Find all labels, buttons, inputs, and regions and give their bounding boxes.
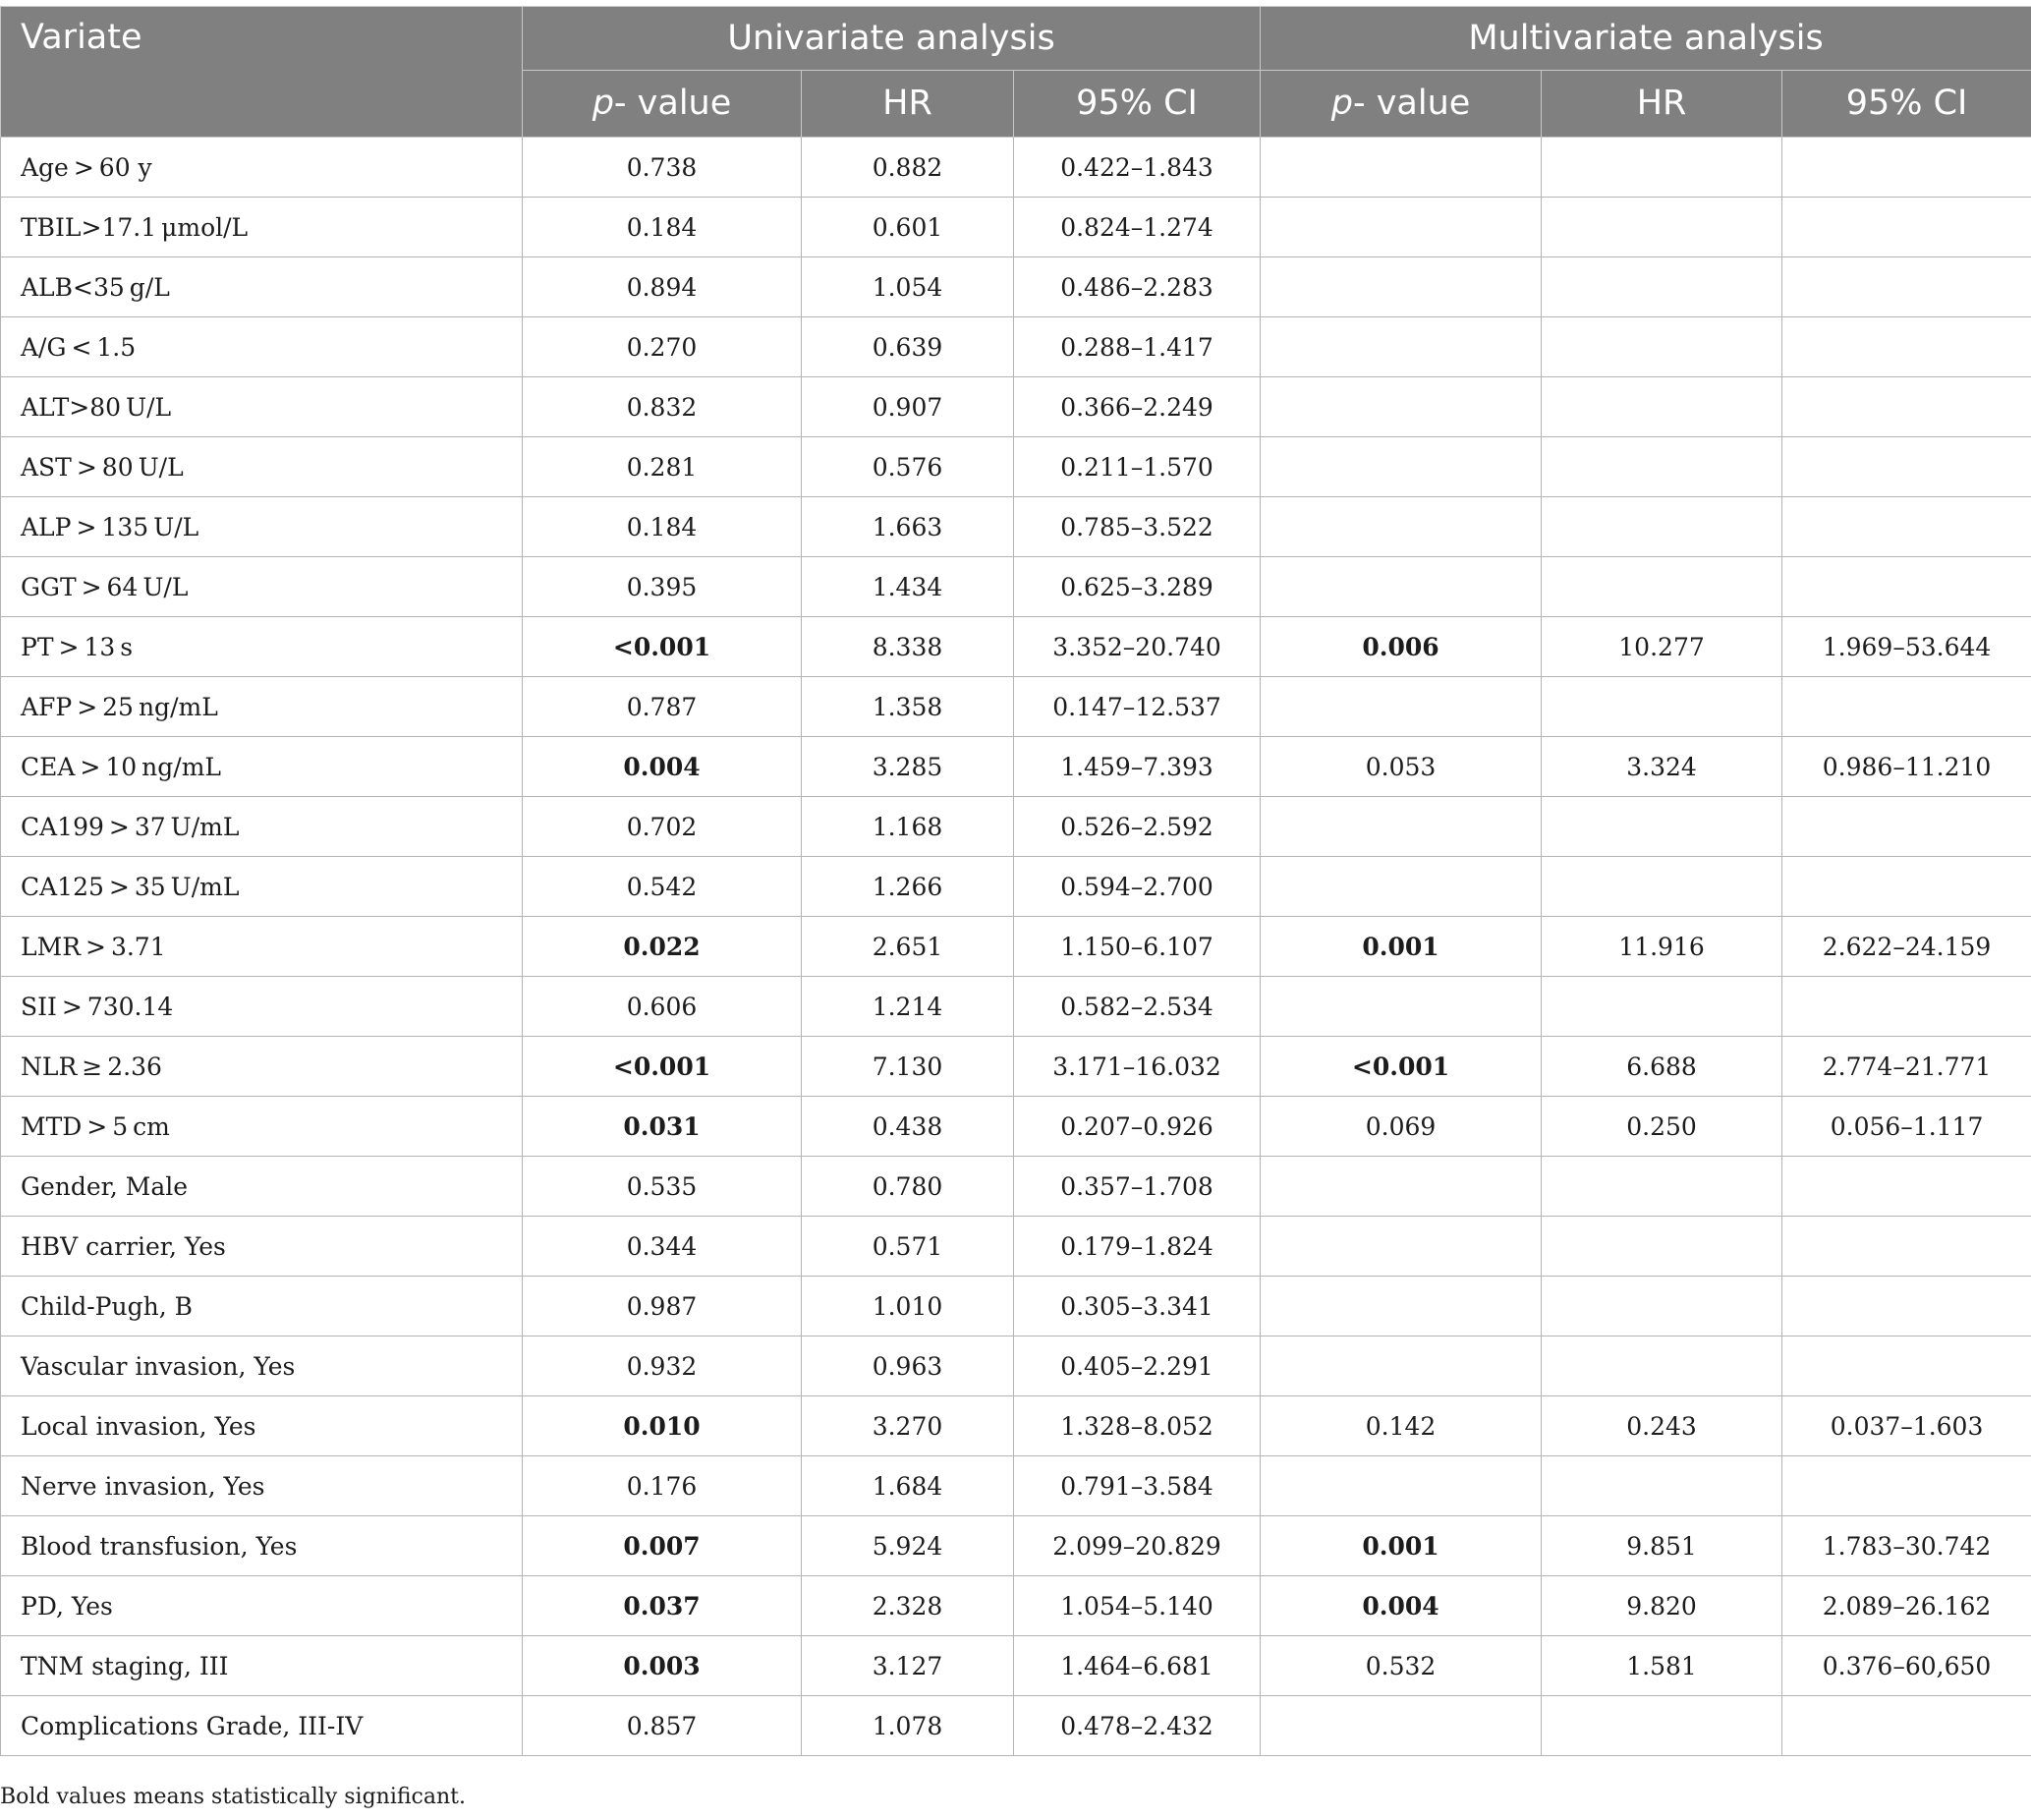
univariate-hr-cell: 1.434 bbox=[802, 557, 1014, 617]
multivariate-hr-cell bbox=[1542, 1337, 1782, 1396]
multivariate-ci-cell bbox=[1782, 138, 2031, 198]
univariate-hr-cell: 5.924 bbox=[802, 1516, 1014, 1576]
univariate-hr-cell: 0.571 bbox=[802, 1217, 1014, 1277]
univariate-p-value-cell: 0.832 bbox=[523, 377, 802, 437]
variate-cell: ALT>80 U/L bbox=[1, 377, 523, 437]
univariate-ci-cell: 0.625–3.289 bbox=[1014, 557, 1261, 617]
multivariate-p-value-cell bbox=[1261, 1277, 1542, 1337]
univariate-hr-cell: 0.907 bbox=[802, 377, 1014, 437]
univariate-ci-cell: 0.405–2.291 bbox=[1014, 1337, 1261, 1396]
multivariate-hr-cell: 0.243 bbox=[1542, 1396, 1782, 1456]
table-body bbox=[1, 138, 2031, 1756]
header-multivariate-hr: HR bbox=[1542, 71, 1782, 138]
multivariate-hr-cell: 6.688 bbox=[1542, 1037, 1782, 1097]
variate-cell: AST > 80 U/L bbox=[1, 437, 523, 497]
univariate-p-value-cell: 0.987 bbox=[523, 1277, 802, 1337]
multivariate-hr-cell: 3.324 bbox=[1542, 737, 1782, 797]
univariate-ci-cell: 0.211–1.570 bbox=[1014, 437, 1261, 497]
multivariate-p-value-cell: 0.004 bbox=[1261, 1576, 1542, 1636]
table-row bbox=[1, 1337, 2031, 1396]
multivariate-hr-cell: 9.820 bbox=[1542, 1576, 1782, 1636]
multivariate-ci-cell: 0.986–11.210 bbox=[1782, 737, 2031, 797]
variate-cell: CEA > 10 ng/mL bbox=[1, 737, 523, 797]
table-row bbox=[1, 1696, 2031, 1756]
univariate-hr-cell: 0.780 bbox=[802, 1157, 1014, 1217]
univariate-ci-cell: 1.054–5.140 bbox=[1014, 1576, 1261, 1636]
multivariate-p-value-cell bbox=[1261, 1217, 1542, 1277]
univariate-ci-cell: 0.582–2.534 bbox=[1014, 977, 1261, 1037]
variate-cell: NLR ≥ 2.36 bbox=[1, 1037, 523, 1097]
table-row bbox=[1, 1456, 2031, 1516]
multivariate-ci-cell bbox=[1782, 977, 2031, 1037]
variate-cell: AFP > 25 ng/mL bbox=[1, 677, 523, 737]
variate-cell: TNM staging, III bbox=[1, 1636, 523, 1696]
multivariate-p-value-cell bbox=[1261, 198, 1542, 257]
multivariate-ci-cell: 2.089–26.162 bbox=[1782, 1576, 2031, 1636]
table-row bbox=[1, 617, 2031, 677]
multivariate-p-value-cell: 0.001 bbox=[1261, 1516, 1542, 1576]
table-row bbox=[1, 1037, 2031, 1097]
multivariate-p-value-cell bbox=[1261, 1696, 1542, 1756]
multivariate-ci-cell bbox=[1782, 1337, 2031, 1396]
table-row bbox=[1, 1157, 2031, 1217]
univariate-hr-cell: 1.078 bbox=[802, 1696, 1014, 1756]
table-row bbox=[1, 917, 2031, 977]
univariate-ci-cell: 1.150–6.107 bbox=[1014, 917, 1261, 977]
analysis-table bbox=[0, 6, 2031, 1756]
table-row bbox=[1, 257, 2031, 317]
univariate-p-value-cell: 0.003 bbox=[523, 1636, 802, 1696]
multivariate-hr-cell: 9.851 bbox=[1542, 1516, 1782, 1576]
table-row bbox=[1, 857, 2031, 917]
table-row bbox=[1, 1277, 2031, 1337]
multivariate-hr-cell bbox=[1542, 437, 1782, 497]
multivariate-hr-cell bbox=[1542, 797, 1782, 857]
univariate-p-value-cell: 0.031 bbox=[523, 1097, 802, 1157]
multivariate-p-value-cell: <0.001 bbox=[1261, 1037, 1542, 1097]
variate-cell: Age > 60 y bbox=[1, 138, 523, 198]
variate-cell: LMR > 3.71 bbox=[1, 917, 523, 977]
variate-cell: HBV carrier, Yes bbox=[1, 1217, 523, 1277]
header-univariate-hr: HR bbox=[802, 71, 1014, 138]
multivariate-p-value-cell bbox=[1261, 317, 1542, 377]
variate-cell: PD, Yes bbox=[1, 1576, 523, 1636]
multivariate-p-value-cell bbox=[1261, 377, 1542, 437]
univariate-ci-cell: 0.179–1.824 bbox=[1014, 1217, 1261, 1277]
table-row bbox=[1, 677, 2031, 737]
multivariate-ci-cell bbox=[1782, 497, 2031, 557]
multivariate-p-value-cell: 0.142 bbox=[1261, 1396, 1542, 1456]
multivariate-hr-cell: 1.581 bbox=[1542, 1636, 1782, 1696]
multivariate-hr-cell bbox=[1542, 1696, 1782, 1756]
multivariate-p-value-cell bbox=[1261, 1456, 1542, 1516]
univariate-p-value-cell: 0.932 bbox=[523, 1337, 802, 1396]
table-row bbox=[1, 198, 2031, 257]
multivariate-hr-cell: 10.277 bbox=[1542, 617, 1782, 677]
univariate-ci-cell: 0.288–1.417 bbox=[1014, 317, 1261, 377]
univariate-hr-cell: 0.601 bbox=[802, 198, 1014, 257]
p-suffix: - value bbox=[1352, 84, 1471, 123]
header-multivariate-ci: 95% CI bbox=[1782, 71, 2031, 138]
univariate-p-value-cell: 0.270 bbox=[523, 317, 802, 377]
table-row bbox=[1, 317, 2031, 377]
multivariate-p-value-cell bbox=[1261, 797, 1542, 857]
multivariate-hr-cell bbox=[1542, 857, 1782, 917]
multivariate-hr-cell bbox=[1542, 497, 1782, 557]
multivariate-ci-cell: 0.376–60,650 bbox=[1782, 1636, 2031, 1696]
multivariate-ci-cell bbox=[1782, 1217, 2031, 1277]
univariate-hr-cell: 0.963 bbox=[802, 1337, 1014, 1396]
univariate-ci-cell: 0.526–2.592 bbox=[1014, 797, 1261, 857]
univariate-p-value-cell: 0.535 bbox=[523, 1157, 802, 1217]
univariate-hr-cell: 1.266 bbox=[802, 857, 1014, 917]
univariate-ci-cell: 0.791–3.584 bbox=[1014, 1456, 1261, 1516]
variate-cell: ALB<35 g/L bbox=[1, 257, 523, 317]
variate-cell: CA125 > 35 U/mL bbox=[1, 857, 523, 917]
univariate-ci-cell: 0.422–1.843 bbox=[1014, 138, 1261, 198]
univariate-hr-cell: 1.663 bbox=[802, 497, 1014, 557]
univariate-ci-cell: 0.207–0.926 bbox=[1014, 1097, 1261, 1157]
table-row bbox=[1, 1636, 2031, 1696]
univariate-p-value-cell: 0.606 bbox=[523, 977, 802, 1037]
univariate-ci-cell: 1.328–8.052 bbox=[1014, 1396, 1261, 1456]
p-italic: p bbox=[1330, 84, 1353, 123]
univariate-p-value-cell: 0.004 bbox=[523, 737, 802, 797]
univariate-hr-cell: 7.130 bbox=[802, 1037, 1014, 1097]
table-row bbox=[1, 1576, 2031, 1636]
multivariate-p-value-cell bbox=[1261, 557, 1542, 617]
multivariate-ci-cell bbox=[1782, 797, 2031, 857]
multivariate-ci-cell bbox=[1782, 257, 2031, 317]
variate-cell: Child-Pugh, B bbox=[1, 1277, 523, 1337]
table-row bbox=[1, 737, 2031, 797]
multivariate-ci-cell: 2.622–24.159 bbox=[1782, 917, 2031, 977]
header-multivariate-p-value bbox=[1261, 71, 1542, 138]
multivariate-hr-cell bbox=[1542, 377, 1782, 437]
p-italic: p bbox=[592, 84, 614, 123]
univariate-hr-cell: 0.438 bbox=[802, 1097, 1014, 1157]
multivariate-p-value-cell: 0.069 bbox=[1261, 1097, 1542, 1157]
multivariate-ci-cell bbox=[1782, 1696, 2031, 1756]
variate-cell: Local invasion, Yes bbox=[1, 1396, 523, 1456]
univariate-ci-cell: 3.171–16.032 bbox=[1014, 1037, 1261, 1097]
multivariate-p-value-cell: 0.006 bbox=[1261, 617, 1542, 677]
multivariate-ci-cell: 1.969–53.644 bbox=[1782, 617, 2031, 677]
univariate-hr-cell: 2.651 bbox=[802, 917, 1014, 977]
multivariate-hr-cell bbox=[1542, 198, 1782, 257]
multivariate-hr-cell: 11.916 bbox=[1542, 917, 1782, 977]
table-row bbox=[1, 977, 2031, 1037]
table-row bbox=[1, 557, 2031, 617]
univariate-p-value-cell: 0.010 bbox=[523, 1396, 802, 1456]
header-univariate: Univariate analysis bbox=[523, 7, 1261, 71]
multivariate-p-value-cell bbox=[1261, 138, 1542, 198]
univariate-ci-cell: 0.594–2.700 bbox=[1014, 857, 1261, 917]
univariate-ci-cell: 1.459–7.393 bbox=[1014, 737, 1261, 797]
multivariate-p-value-cell bbox=[1261, 257, 1542, 317]
univariate-p-value-cell: 0.176 bbox=[523, 1456, 802, 1516]
univariate-hr-cell: 3.127 bbox=[802, 1636, 1014, 1696]
multivariate-ci-cell bbox=[1782, 557, 2031, 617]
univariate-hr-cell: 3.270 bbox=[802, 1396, 1014, 1456]
univariate-hr-cell: 1.684 bbox=[802, 1456, 1014, 1516]
header-univariate-p-value bbox=[523, 71, 802, 138]
variate-cell: Vascular invasion, Yes bbox=[1, 1337, 523, 1396]
univariate-ci-cell: 0.824–1.274 bbox=[1014, 198, 1261, 257]
multivariate-hr-cell bbox=[1542, 1277, 1782, 1337]
multivariate-ci-cell bbox=[1782, 377, 2031, 437]
multivariate-hr-cell bbox=[1542, 1456, 1782, 1516]
multivariate-p-value-cell: 0.001 bbox=[1261, 917, 1542, 977]
univariate-p-value-cell: 0.344 bbox=[523, 1217, 802, 1277]
p-suffix: - value bbox=[613, 84, 732, 123]
multivariate-ci-cell: 2.774–21.771 bbox=[1782, 1037, 2031, 1097]
univariate-p-value-cell: 0.395 bbox=[523, 557, 802, 617]
multivariate-hr-cell bbox=[1542, 557, 1782, 617]
variate-cell: GGT > 64 U/L bbox=[1, 557, 523, 617]
univariate-ci-cell: 0.785–3.522 bbox=[1014, 497, 1261, 557]
univariate-hr-cell: 3.285 bbox=[802, 737, 1014, 797]
multivariate-p-value-cell bbox=[1261, 677, 1542, 737]
table-row bbox=[1, 797, 2031, 857]
univariate-p-value-cell: <0.001 bbox=[523, 1037, 802, 1097]
univariate-hr-cell: 0.882 bbox=[802, 138, 1014, 198]
univariate-hr-cell: 1.054 bbox=[802, 257, 1014, 317]
variate-cell: A/G < 1.5 bbox=[1, 317, 523, 377]
univariate-ci-cell: 1.464–6.681 bbox=[1014, 1636, 1261, 1696]
univariate-hr-cell: 1.358 bbox=[802, 677, 1014, 737]
univariate-ci-cell: 0.486–2.283 bbox=[1014, 257, 1261, 317]
univariate-ci-cell: 3.352–20.740 bbox=[1014, 617, 1261, 677]
multivariate-ci-cell bbox=[1782, 1456, 2031, 1516]
variate-cell: CA199 > 37 U/mL bbox=[1, 797, 523, 857]
multivariate-hr-cell bbox=[1542, 317, 1782, 377]
table-row bbox=[1, 1396, 2031, 1456]
univariate-p-value-cell: 0.022 bbox=[523, 917, 802, 977]
table-row bbox=[1, 1516, 2031, 1576]
multivariate-hr-cell bbox=[1542, 138, 1782, 198]
univariate-p-value-cell: <0.001 bbox=[523, 617, 802, 677]
univariate-hr-cell: 0.639 bbox=[802, 317, 1014, 377]
multivariate-p-value-cell bbox=[1261, 1157, 1542, 1217]
variate-cell: PT > 13 s bbox=[1, 617, 523, 677]
variate-cell: ALP > 135 U/L bbox=[1, 497, 523, 557]
multivariate-hr-cell: 0.250 bbox=[1542, 1097, 1782, 1157]
multivariate-hr-cell bbox=[1542, 1157, 1782, 1217]
multivariate-p-value-cell: 0.053 bbox=[1261, 737, 1542, 797]
header-row-groups bbox=[1, 7, 2031, 71]
univariate-ci-cell: 0.305–3.341 bbox=[1014, 1277, 1261, 1337]
table-row bbox=[1, 1217, 2031, 1277]
univariate-p-value-cell: 0.037 bbox=[523, 1576, 802, 1636]
variate-cell: Gender, Male bbox=[1, 1157, 523, 1217]
multivariate-hr-cell bbox=[1542, 1217, 1782, 1277]
multivariate-ci-cell bbox=[1782, 198, 2031, 257]
multivariate-hr-cell bbox=[1542, 977, 1782, 1037]
multivariate-ci-cell bbox=[1782, 317, 2031, 377]
multivariate-ci-cell bbox=[1782, 857, 2031, 917]
multivariate-ci-cell: 0.037–1.603 bbox=[1782, 1396, 2031, 1456]
univariate-hr-cell: 2.328 bbox=[802, 1576, 1014, 1636]
univariate-p-value-cell: 0.542 bbox=[523, 857, 802, 917]
multivariate-hr-cell bbox=[1542, 257, 1782, 317]
table-row bbox=[1, 437, 2031, 497]
variate-cell: Complications Grade, III-IV bbox=[1, 1696, 523, 1756]
multivariate-p-value-cell: 0.532 bbox=[1261, 1636, 1542, 1696]
multivariate-ci-cell bbox=[1782, 1157, 2031, 1217]
variate-cell: SII > 730.14 bbox=[1, 977, 523, 1037]
univariate-p-value-cell: 0.702 bbox=[523, 797, 802, 857]
univariate-p-value-cell: 0.894 bbox=[523, 257, 802, 317]
table-row bbox=[1, 497, 2031, 557]
univariate-hr-cell: 8.338 bbox=[802, 617, 1014, 677]
univariate-ci-cell: 0.147–12.537 bbox=[1014, 677, 1261, 737]
univariate-p-value-cell: 0.857 bbox=[523, 1696, 802, 1756]
header-variate: Variate bbox=[1, 7, 523, 138]
table-footnote: Bold values means statistically significant. bbox=[0, 1785, 466, 1809]
multivariate-hr-cell bbox=[1542, 677, 1782, 737]
multivariate-ci-cell bbox=[1782, 1277, 2031, 1337]
multivariate-p-value-cell bbox=[1261, 497, 1542, 557]
variate-cell: Blood transfusion, Yes bbox=[1, 1516, 523, 1576]
table-row bbox=[1, 377, 2031, 437]
multivariate-ci-cell: 0.056–1.117 bbox=[1782, 1097, 2031, 1157]
header-univariate-ci: 95% CI bbox=[1014, 71, 1261, 138]
univariate-p-value-cell: 0.007 bbox=[523, 1516, 802, 1576]
univariate-p-value-cell: 0.184 bbox=[523, 198, 802, 257]
univariate-p-value-cell: 0.281 bbox=[523, 437, 802, 497]
variate-cell: TBIL>17.1 μmol/L bbox=[1, 198, 523, 257]
table-row bbox=[1, 1097, 2031, 1157]
univariate-hr-cell: 1.010 bbox=[802, 1277, 1014, 1337]
univariate-p-value-cell: 0.738 bbox=[523, 138, 802, 198]
multivariate-p-value-cell bbox=[1261, 437, 1542, 497]
univariate-ci-cell: 0.366–2.249 bbox=[1014, 377, 1261, 437]
multivariate-p-value-cell bbox=[1261, 977, 1542, 1037]
table-header bbox=[1, 7, 2031, 138]
multivariate-p-value-cell bbox=[1261, 1337, 1542, 1396]
univariate-p-value-cell: 0.184 bbox=[523, 497, 802, 557]
multivariate-ci-cell bbox=[1782, 437, 2031, 497]
univariate-ci-cell: 0.478–2.432 bbox=[1014, 1696, 1261, 1756]
univariate-hr-cell: 0.576 bbox=[802, 437, 1014, 497]
table-row bbox=[1, 138, 2031, 198]
univariate-p-value-cell: 0.787 bbox=[523, 677, 802, 737]
multivariate-ci-cell: 1.783–30.742 bbox=[1782, 1516, 2031, 1576]
variate-cell: Nerve invasion, Yes bbox=[1, 1456, 523, 1516]
multivariate-p-value-cell bbox=[1261, 857, 1542, 917]
univariate-ci-cell: 0.357–1.708 bbox=[1014, 1157, 1261, 1217]
variate-cell: MTD > 5 cm bbox=[1, 1097, 523, 1157]
multivariate-ci-cell bbox=[1782, 677, 2031, 737]
univariate-hr-cell: 1.214 bbox=[802, 977, 1014, 1037]
univariate-hr-cell: 1.168 bbox=[802, 797, 1014, 857]
header-multivariate: Multivariate analysis bbox=[1261, 7, 2031, 71]
univariate-ci-cell: 2.099–20.829 bbox=[1014, 1516, 1261, 1576]
